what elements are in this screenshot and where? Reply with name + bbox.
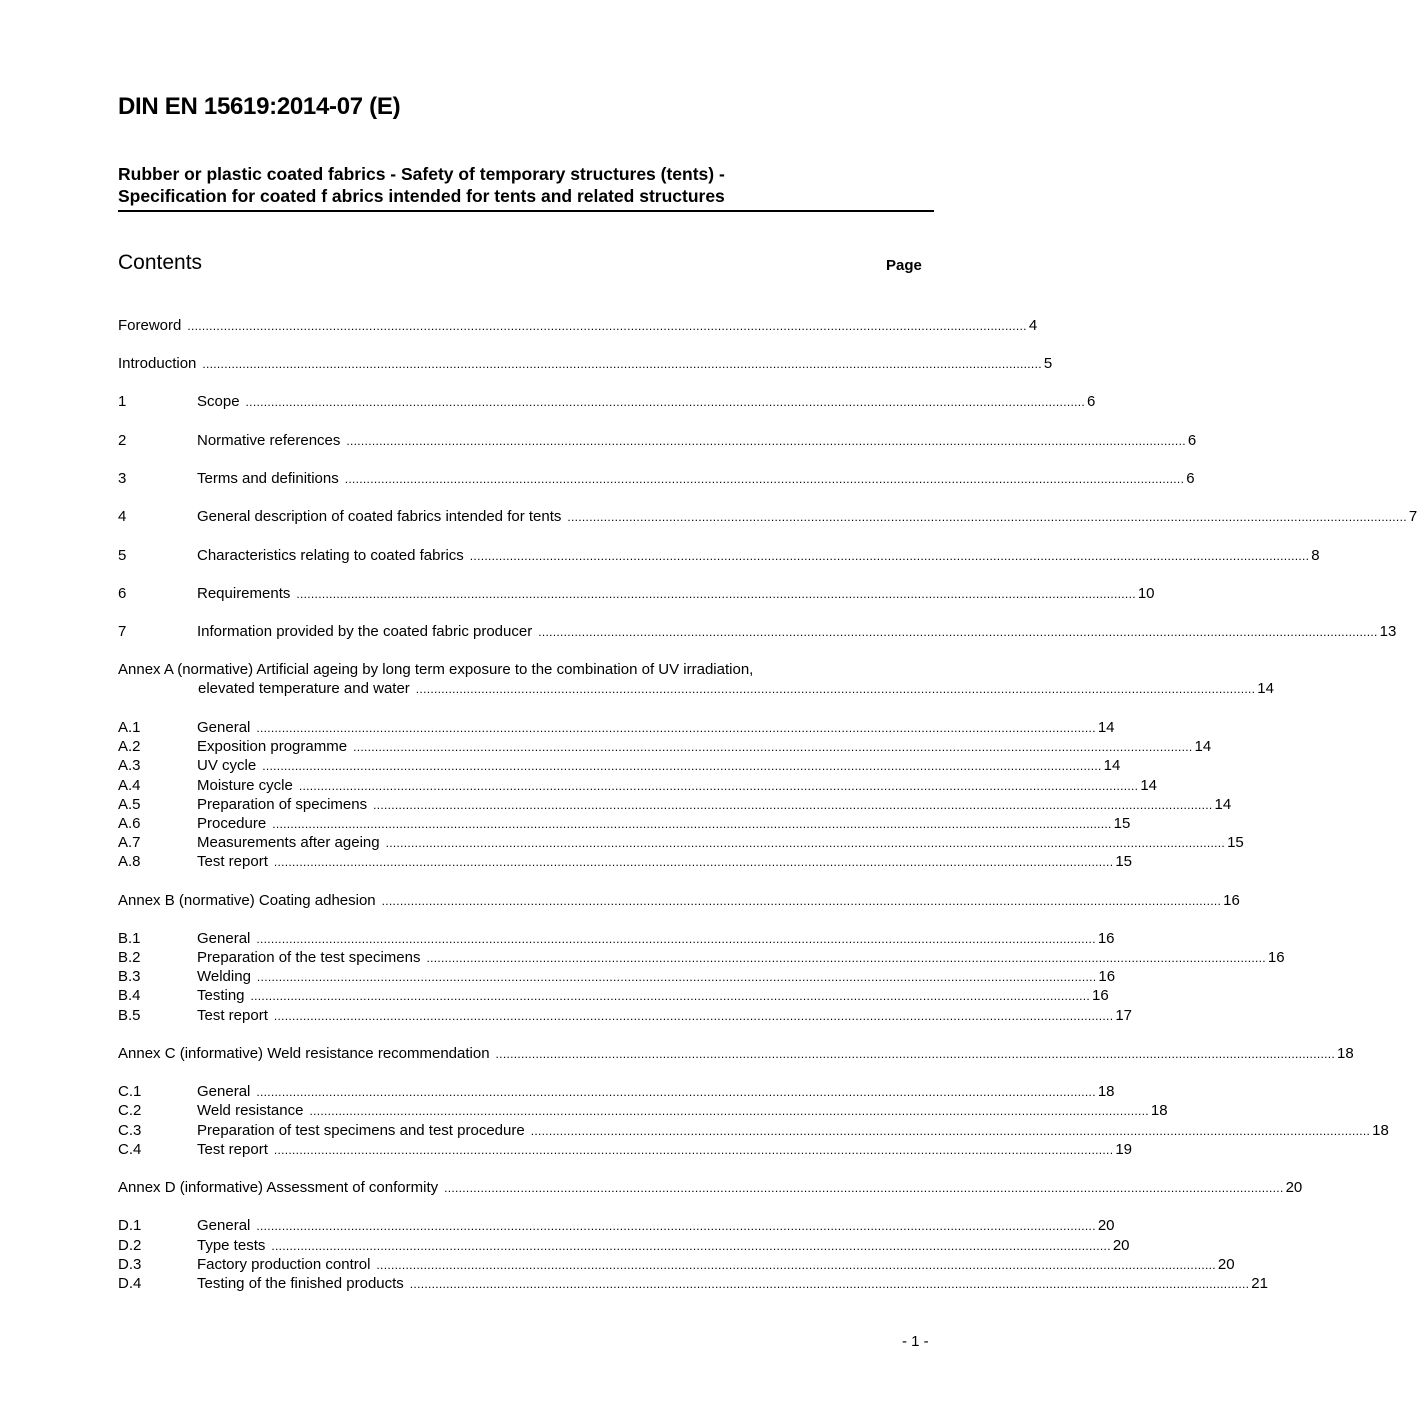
toc-entry-title: Weld resistance (197, 1102, 304, 1119)
toc-page-number: 14 (1257, 680, 1274, 697)
toc-entry-section-4[interactable] (118, 507, 1417, 526)
toc-entry-number: A.8 (118, 853, 141, 870)
toc-entry-number: B.5 (118, 1007, 141, 1024)
toc-entry-a5[interactable] (118, 795, 1232, 814)
toc-leader-dots: ....................................................................................................................................................................................................................................... (381, 894, 1222, 908)
toc-entry-number: D.1 (118, 1217, 142, 1234)
toc-entry-number: C.3 (118, 1122, 142, 1139)
toc-entry-number: B.4 (118, 987, 141, 1004)
toc-page-number: 17 (1115, 1007, 1133, 1024)
toc-entry-title: General (197, 1083, 251, 1100)
toc-page-number: 16 (1223, 892, 1240, 909)
toc-leader-dots: ....................................................................................................................................................................................................................................... (344, 472, 1185, 486)
toc-leader-dots: ....................................................................................................................................................................................................................................... (426, 951, 1266, 965)
toc-page-number: 15 (1113, 815, 1131, 832)
toc-entry-a3[interactable] (118, 756, 1121, 775)
toc-entry-annex-c[interactable] (118, 1044, 1354, 1063)
document-title-line2: Specification for coated f abrics intended for tents and related structures (118, 186, 725, 206)
toc-entry-number: 7 (118, 623, 127, 640)
toc-entry-annex-a[interactable] (118, 679, 1274, 698)
toc-leader-dots: ....................................................................................................................................................................................................................................... (256, 1085, 1096, 1099)
toc-page-number: 8 (1311, 547, 1320, 564)
page-column-heading: Page (886, 257, 922, 274)
toc-entry-introduction[interactable] (118, 354, 1053, 373)
toc-entry-number: B.1 (118, 930, 141, 947)
toc-page-number: 14 (1194, 738, 1212, 755)
toc-page-number: 15 (1115, 853, 1133, 870)
toc-page-number: 16 (1097, 930, 1115, 947)
toc-entry-b5[interactable] (118, 1006, 1133, 1025)
toc-leader-dots: ....................................................................................................................................................................................................................................... (202, 357, 1042, 371)
toc-leader-dots: ....................................................................................................................................................................................................................................... (296, 587, 1136, 601)
document-title-line1: Rubber or plastic coated fabrics - Safety of temporary structures (tents) - (118, 164, 725, 184)
toc-leader-dots: ....................................................................................................................................................................................................................................... (444, 1181, 1284, 1195)
toc-entry-title: General (197, 1217, 251, 1234)
toc-entry-title: Annex C (informative) Weld resistance recommendation (118, 1045, 490, 1062)
toc-page-number: 16 (1098, 968, 1116, 985)
toc-page-number: 6 (1187, 432, 1197, 449)
toc-leader-dots: ....................................................................................................................................................................................................................................... (495, 1047, 1335, 1061)
toc-entry-section-5[interactable] (118, 546, 1320, 565)
toc-page-number: 15 (1227, 834, 1244, 851)
toc-page-number: 6 (1186, 470, 1195, 487)
toc-page-number: 18 (1097, 1083, 1115, 1100)
toc-entry-a6[interactable] (118, 814, 1131, 833)
toc-entry-title: General (197, 930, 251, 947)
toc-page-number: 7 (1408, 508, 1417, 525)
toc-entry-number: D.3 (118, 1256, 142, 1273)
toc-entry-number: 1 (118, 393, 127, 410)
toc-leader-dots: ....................................................................................................................................................................................................................................... (409, 1277, 1250, 1291)
toc-entry-number: 2 (118, 432, 127, 449)
toc-entry-title: Introduction (118, 355, 197, 372)
toc-leader-dots: ....................................................................................................................................................................................................................................... (273, 1143, 1114, 1157)
toc-page-number: 20 (1097, 1217, 1115, 1234)
toc-leader-dots: ....................................................................................................................................................................................................................................... (415, 682, 1256, 696)
toc-entry-title: Preparation of test specimens and test procedure (197, 1122, 525, 1139)
toc-entry-annex-b[interactable] (118, 891, 1240, 910)
toc-entry-d1[interactable] (118, 1216, 1115, 1235)
toc-leader-dots: ....................................................................................................................................................................................................................................... (245, 395, 1085, 409)
toc-leader-dots: ....................................................................................................................................................................................................................................... (273, 1009, 1114, 1023)
toc-entry-number: A.4 (118, 777, 141, 794)
toc-page-number: 16 (1267, 949, 1285, 966)
toc-entry-foreword[interactable] (118, 316, 1038, 335)
toc-page-number: 16 (1091, 987, 1109, 1004)
toc-entry-number: C.2 (118, 1102, 142, 1119)
toc-entry-a1[interactable] (118, 718, 1115, 737)
toc-entry-title: Test report (197, 1141, 268, 1158)
page-number-footer: - 1 - (902, 1333, 929, 1350)
toc-leader-dots: ....................................................................................................................................................................................................................................... (469, 549, 1310, 563)
toc-page-number: 14 (1214, 796, 1232, 813)
toc-entry-title: UV cycle (197, 757, 257, 774)
toc-entry-number: A.1 (118, 719, 141, 736)
contents-heading: Contents (118, 251, 203, 274)
toc-entry-number: C.4 (118, 1141, 142, 1158)
toc-leader-dots: ....................................................................................................................................................................................................................................... (538, 625, 1378, 639)
toc-entry-title: elevated temperature and water (198, 680, 410, 697)
toc-entry-number: 3 (118, 470, 127, 487)
toc-leader-dots: ....................................................................................................................................................................................................................................... (298, 779, 1139, 793)
toc-entry-title: Characteristics relating to coated fabrics (197, 547, 464, 564)
toc-page-number: 20 (1285, 1179, 1303, 1196)
toc-entry-number: B.2 (118, 949, 141, 966)
toc-entry-title: Annex B (normative) Coating adhesion (118, 892, 376, 909)
toc-leader-dots: ....................................................................................................................................................................................................................................... (385, 836, 1226, 850)
toc-leader-dots: ....................................................................................................................................................................................................................................... (373, 798, 1213, 812)
toc-entry-a8[interactable] (118, 852, 1133, 871)
toc-entry-number: D.2 (118, 1237, 142, 1254)
toc-page-number: 14 (1140, 777, 1157, 794)
toc-entry-number: 5 (118, 547, 127, 564)
toc-leader-dots: ....................................................................................................................................................................................................................................... (353, 740, 1193, 754)
toc-leader-dots: ....................................................................................................................................................................................................................................... (256, 721, 1096, 735)
toc-entry-title: General description of coated fabrics intended for tents (197, 508, 562, 525)
toc-leader-dots: ....................................................................................................................................................................................................................................... (256, 1219, 1096, 1233)
document-id: DIN EN 15619:2014-07 (E) (118, 93, 401, 120)
toc-leader-dots: ....................................................................................................................................................................................................................................... (262, 759, 1102, 773)
toc-entry-b2[interactable] (118, 948, 1285, 967)
toc-entry-number: D.4 (118, 1275, 142, 1292)
toc-entry-title: Testing (197, 987, 245, 1004)
toc-entry-c4[interactable] (118, 1140, 1133, 1159)
toc-entry-title: Measurements after ageing (197, 834, 380, 851)
toc-entry-c2[interactable] (118, 1101, 1168, 1120)
toc-leader-dots: ....................................................................................................................................................................................................................................... (256, 932, 1096, 946)
toc-entry-number: A.6 (118, 815, 141, 832)
toc-page-number: 14 (1103, 757, 1121, 774)
toc-entry-d2[interactable] (118, 1236, 1130, 1255)
toc-entry-b4[interactable] (118, 986, 1109, 1005)
toc-leader-dots: ....................................................................................................................................................................................................................................... (567, 510, 1407, 524)
toc-entry-number: A.5 (118, 796, 141, 813)
toc-entry-title: Factory production control (197, 1256, 371, 1273)
toc-entry-number: 4 (118, 508, 127, 525)
toc-page-number: 18 (1337, 1045, 1354, 1062)
toc-entry-b1[interactable] (118, 929, 1115, 948)
toc-page-number: 20 (1112, 1237, 1130, 1254)
toc-leader-dots: ....................................................................................................................................................................................................................................... (250, 989, 1090, 1003)
toc-page-number: 19 (1115, 1141, 1133, 1158)
toc-leader-dots: ....................................................................................................................................................................................................................................... (271, 1239, 1111, 1253)
toc-entry-title: Testing of the finished products (197, 1275, 404, 1292)
toc-leader-dots: ....................................................................................................................................................................................................................................... (273, 855, 1114, 869)
toc-entry-number: A.7 (118, 834, 141, 851)
toc-entry-title: Exposition programme (197, 738, 348, 755)
toc-entry-title: Procedure (197, 815, 267, 832)
toc-entry-title: Normative references (197, 432, 341, 449)
toc-leader-dots: ....................................................................................................................................................................................................................................... (256, 970, 1097, 984)
toc-entry-a2[interactable] (118, 737, 1212, 756)
toc-page-number: 5 (1043, 355, 1053, 372)
toc-entry-title: Information provided by the coated fabric producer (197, 623, 533, 640)
title-divider (118, 210, 934, 212)
toc-entry-annex-d[interactable] (118, 1178, 1303, 1197)
toc-entry-number: C.1 (118, 1083, 142, 1100)
toc-entry-number: A.3 (118, 757, 141, 774)
toc-entry-number: B.3 (118, 968, 141, 985)
toc-entry-title: Type tests (197, 1237, 266, 1254)
toc-entry-title: Foreword (118, 317, 182, 334)
toc-entry-a4[interactable] (118, 776, 1157, 795)
toc-entry-a7[interactable] (118, 833, 1244, 852)
toc-entry-title: General (197, 719, 251, 736)
toc-page-number: 13 (1379, 623, 1397, 640)
toc-page-number: 18 (1150, 1102, 1168, 1119)
toc-entry-number: A.2 (118, 738, 141, 755)
toc-leader-dots: ....................................................................................................................................................................................................................................... (376, 1258, 1216, 1272)
toc-entry-title: Annex D (informative) Assessment of conformity (118, 1179, 439, 1196)
toc-page-number: 14 (1097, 719, 1115, 736)
toc-leader-dots: ....................................................................................................................................................................................................................................... (187, 319, 1027, 333)
toc-page-number: 4 (1028, 317, 1038, 334)
toc-entry-title: Scope (197, 393, 240, 410)
toc-entry-d3[interactable] (118, 1255, 1235, 1274)
toc-entry-c3[interactable] (118, 1121, 1389, 1140)
toc-entry-c1[interactable] (118, 1082, 1115, 1101)
toc-leader-dots: ....................................................................................................................................................................................................................................... (346, 434, 1186, 448)
toc-entry-section-2[interactable] (118, 431, 1197, 450)
toc-entry-title: Requirements (197, 585, 291, 602)
toc-leader-dots: ....................................................................................................................................................................................................................................... (272, 817, 1112, 831)
toc-entry-title: Moisture cycle (197, 777, 293, 794)
toc-entry-title: Terms and definitions (197, 470, 339, 487)
toc-entry-section-7[interactable] (118, 622, 1397, 641)
toc-entry-section-1[interactable] (118, 392, 1096, 411)
toc-entry-title: Preparation of the test specimens (197, 949, 421, 966)
toc-entry-title: Test report (197, 1007, 268, 1024)
toc-entry-number: 6 (118, 585, 127, 602)
toc-entry-title: Preparation of specimens (197, 796, 368, 813)
toc-entry-section-6[interactable] (118, 584, 1155, 603)
toc-leader-dots: ....................................................................................................................................................................................................................................... (309, 1104, 1149, 1118)
toc-page-number: 20 (1217, 1256, 1235, 1273)
toc-page-number: 10 (1137, 585, 1155, 602)
toc-page-number: 6 (1087, 393, 1096, 410)
toc-page-number: 18 (1372, 1122, 1389, 1139)
toc-entry-section-3[interactable] (118, 469, 1195, 488)
toc-entry-title: Test report (197, 853, 268, 870)
toc-annex-a-title[interactable]: Annex A (normative) Artificial ageing by long term exposure to the combination of UV irradiation, (118, 661, 754, 678)
toc-entry-d4[interactable] (118, 1274, 1268, 1293)
toc-page-number: 21 (1251, 1275, 1268, 1292)
toc-entry-b3[interactable] (118, 967, 1116, 986)
toc-leader-dots: ....................................................................................................................................................................................................................................... (530, 1124, 1371, 1138)
toc-entry-title: Welding (197, 968, 251, 985)
